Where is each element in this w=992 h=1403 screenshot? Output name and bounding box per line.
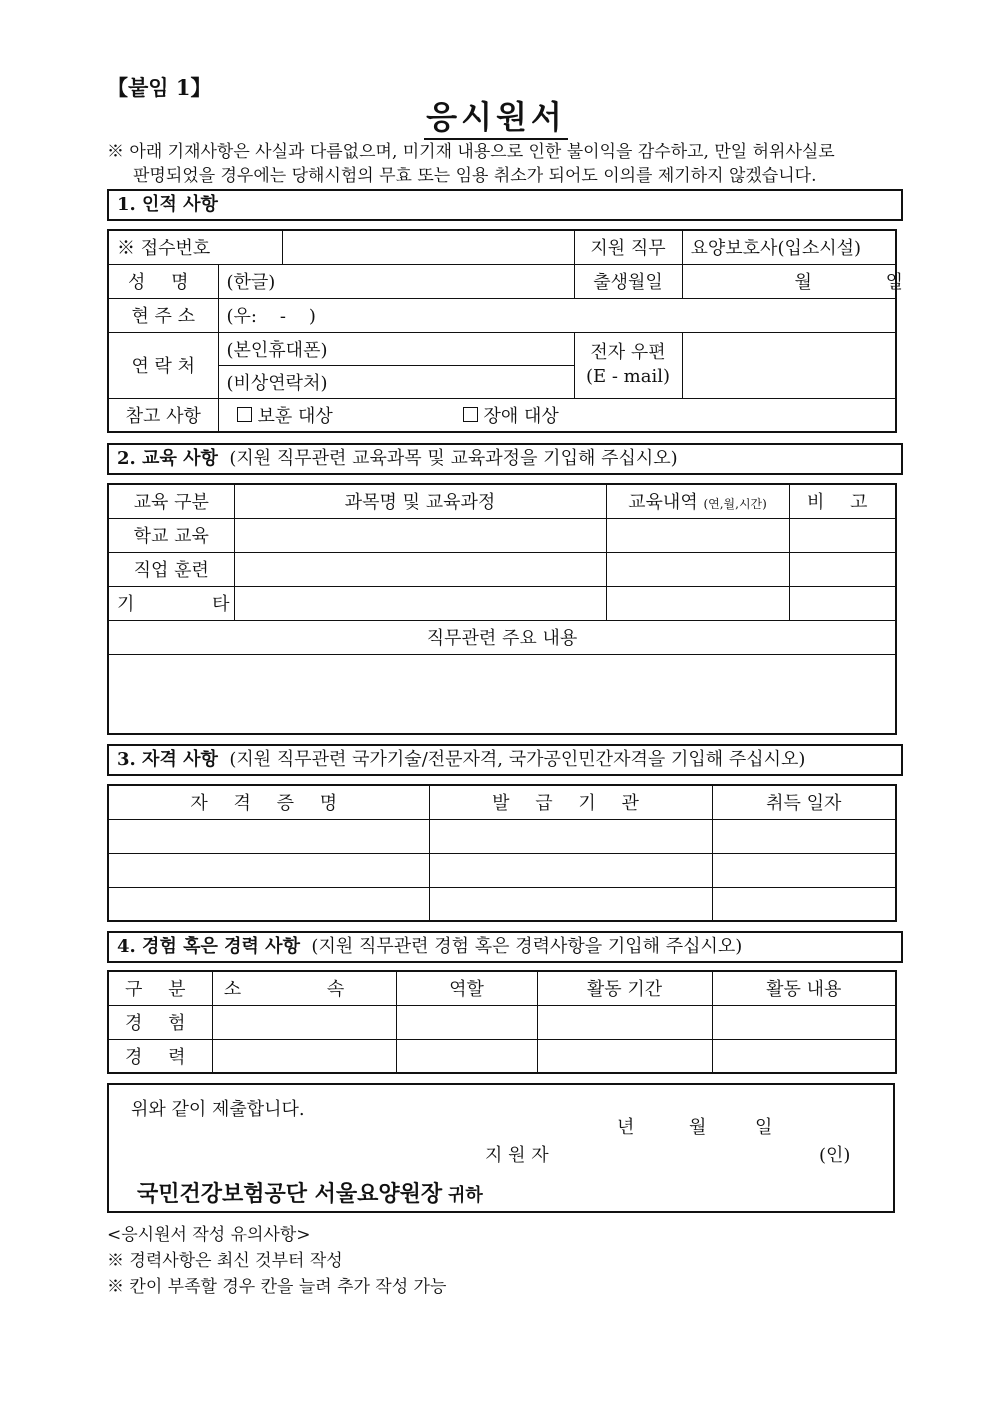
edu-cell[interactable] [606,552,789,586]
table-row [108,1005,896,1039]
note-item: ※ 경력사항은 최신 것부터 작성 [107,1251,343,1271]
notice-line-2: 판명되었을 경우에는 당해시험의 무효 또는 임용 취소가 되어도 이의를 제기하지 않겠습니다. [133,166,817,186]
exp-cell[interactable] [212,1005,396,1039]
email-field[interactable] [682,332,896,398]
email-label: 전자 우편 (E - mail) [574,332,682,398]
experience-table [107,970,897,1074]
disabled-checkbox[interactable]: 장애 대상 [463,406,559,427]
exp-row-label: 경 험 [108,1005,212,1039]
seal-mark: (인) [819,1145,851,1166]
writing-notes [107,1222,446,1300]
table-row [108,586,896,620]
section-qualification-heading: 3. 자격 사항 (지원 직무관련 국가기술/전문자격, 국가공인민간자격을 기입해 주십시오) [107,744,903,776]
col-edu-detail: 교육내역 (연,월,시간) [606,484,789,518]
qual-cell[interactable] [712,853,896,887]
edu-row-label: 직업 훈련 [108,552,234,586]
table-row [108,853,896,887]
qual-cell[interactable] [712,887,896,921]
col-date: 취득 일자 [712,785,896,819]
edu-cell[interactable] [789,552,896,586]
exp-cell[interactable] [537,1005,712,1039]
date-day: 일 [755,1117,773,1138]
table-row [108,1039,896,1073]
birth-label: 출생월일 [574,264,682,298]
address-field[interactable]: (우: - ) [218,298,896,332]
veteran-checkbox[interactable]: 보훈 대상 [237,406,333,427]
qual-cell[interactable] [429,853,712,887]
birth-field[interactable]: 월 일 [682,264,896,298]
page-title: 응시원서 [0,92,992,138]
applicant-label: 지 원 자 [485,1145,549,1166]
edu-row-label: 학교 교육 [108,518,234,552]
col-exp-org: 소 속 [212,971,396,1005]
checkbox-icon [237,407,252,422]
submission-statement: 위와 같이 제출합니다. [131,1099,305,1120]
emergency-field[interactable]: (비상연락처) [218,365,574,398]
exp-cell[interactable] [712,1039,896,1073]
edu-cell[interactable] [789,586,896,620]
col-edu-note: 비 고 [789,484,896,518]
col-exp-content: 활동 내용 [712,971,896,1005]
qual-cell[interactable] [429,819,712,853]
exp-cell[interactable] [212,1039,396,1073]
notes-title: <응시원서 작성 유의사항> [107,1225,311,1245]
submission-box [107,1083,895,1213]
main-content-field[interactable] [108,654,896,734]
qualification-table [107,784,897,922]
phone-field[interactable]: (본인휴대폰) [218,332,574,365]
job-value: 요양보호사(입소시설) [682,230,896,264]
notice [107,140,897,188]
qual-cell[interactable] [108,853,429,887]
section-personal-heading: 1. 인적 사항 [107,189,903,221]
contact-label: 연 락 처 [108,332,218,398]
job-label: 지원 직무 [574,230,682,264]
edu-cell[interactable] [606,518,789,552]
date-month: 월 [689,1117,707,1138]
table-row [108,518,896,552]
col-edu-subject: 과목명 및 교육과정 [234,484,606,518]
qual-cell[interactable] [712,819,896,853]
qual-cell[interactable] [429,887,712,921]
receipt-label: ※ 접수번호 [108,230,282,264]
edu-row-label: 기 타 [108,586,234,620]
date-year: 년 [617,1117,635,1138]
edu-cell[interactable] [234,518,606,552]
qual-cell[interactable] [108,819,429,853]
ref-label: 참고 사항 [108,398,218,432]
col-exp-role: 역할 [396,971,537,1005]
col-exp-period: 활동 기간 [537,971,712,1005]
edu-cell[interactable] [606,586,789,620]
notice-line-1: ※ 아래 기재사항은 사실과 다름없으며, 미기재 내용으로 인한 불이익을 감수하고, 만일 허위사실로 [107,142,835,162]
section-experience-heading: 4. 경험 혹은 경력 사항 (지원 직무관련 경험 혹은 경력사항을 기입해 주십시오) [107,931,903,963]
exp-cell[interactable] [537,1039,712,1073]
exp-cell[interactable] [396,1039,537,1073]
qual-cell[interactable] [108,887,429,921]
col-issuer: 발 급 기 관 [429,785,712,819]
section-education-heading: 2. 교육 사항 (지원 직무관련 교육과목 및 교육과정을 기입해 주십시오) [107,443,903,475]
exp-cell[interactable] [396,1005,537,1039]
checkbox-icon [463,407,478,422]
main-content-label: 직무관련 주요 내용 [108,620,896,654]
personal-table [107,229,904,433]
edu-cell[interactable] [234,552,606,586]
recipient: 국민건강보험공단 서울요양원장 귀하 [137,1182,483,1207]
name-field[interactable]: (한글) [218,264,574,298]
col-edu-type: 교육 구분 [108,484,234,518]
table-row [108,887,896,921]
edu-cell[interactable] [789,518,896,552]
attachment-label: 【붙임 1】 [107,75,212,100]
table-row [108,819,896,853]
education-table [107,483,897,735]
ref-field [218,398,896,432]
col-exp-type: 구 분 [108,971,212,1005]
note-item: ※ 칸이 부족할 경우 칸을 늘려 추가 작성 가능 [107,1277,447,1297]
edu-cell[interactable] [234,586,606,620]
receipt-field[interactable] [282,230,574,264]
col-cert: 자 격 증 명 [108,785,429,819]
table-row [108,552,896,586]
exp-cell[interactable] [712,1005,896,1039]
address-label: 현 주 소 [108,298,218,332]
exp-row-label: 경 력 [108,1039,212,1073]
name-label: 성 명 [108,264,218,298]
